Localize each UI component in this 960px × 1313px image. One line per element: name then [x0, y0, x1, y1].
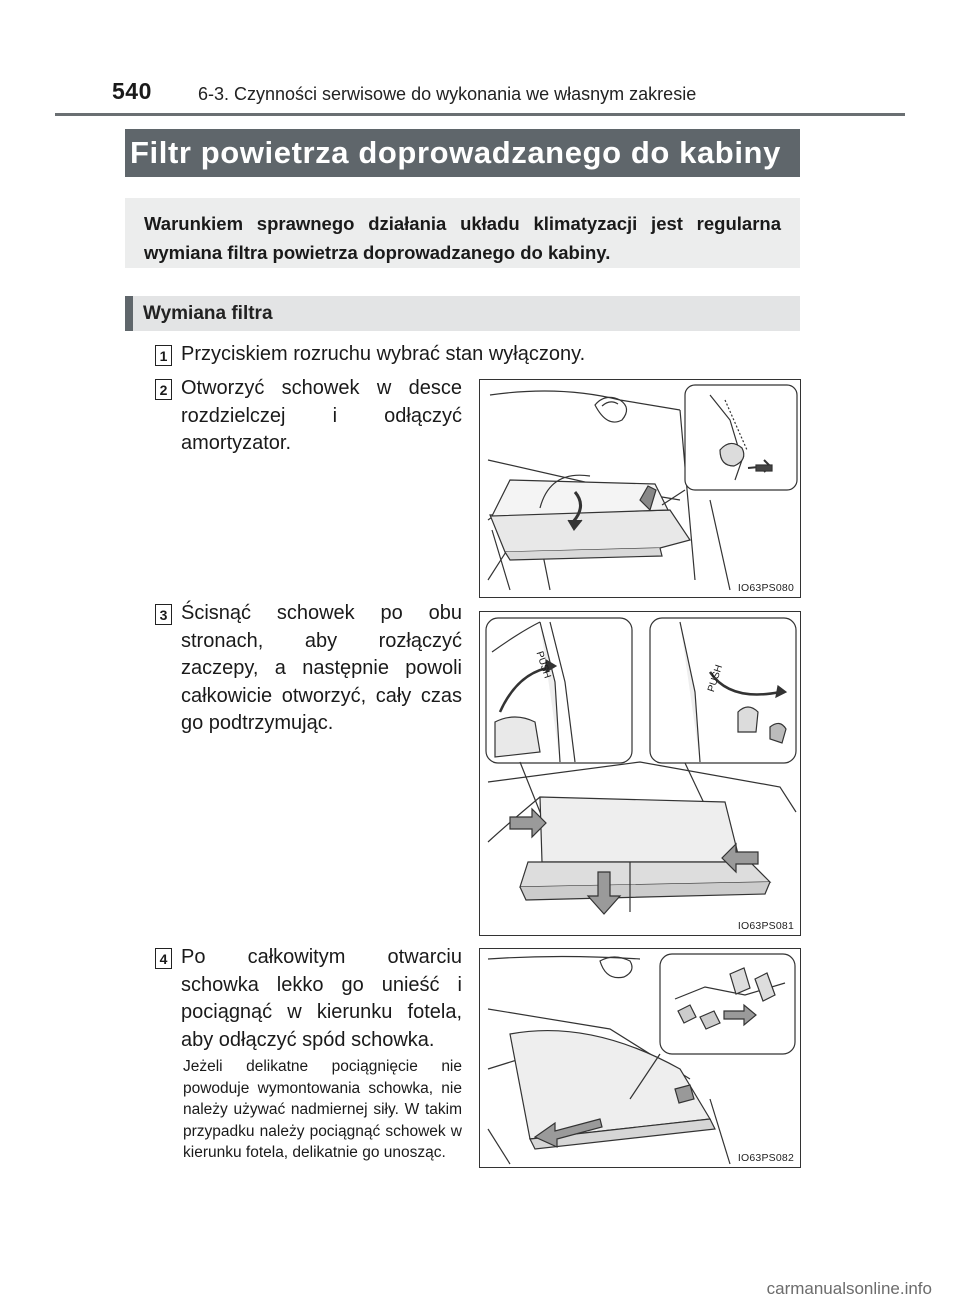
figure-glovebox-removal	[479, 948, 801, 1168]
step-2-text: Otworzyć schowek w desce rozdzielczej i odłączyć amortyzator.	[181, 377, 462, 454]
step-4-note: Jeżeli delikatne pociągnięcie nie powoduje wymontowania schowka, nie należy używać nadmiernej siły. W takim przypadku należy pociągnąć schowek w kierunku fotela, delikatnie go unosząc.	[183, 1058, 462, 1161]
step-4-text: Po całkowitym otwarciu schowka lekko go unieść i pociągnąć w kierunku fotela, aby odłączyć spód schowka.	[181, 946, 462, 1051]
step-1-text: Przyciskiem rozruchu wybrać stan wyłączony.	[181, 343, 586, 365]
step-number-1: 1	[155, 345, 172, 366]
push-label-left: PUSH	[533, 650, 553, 680]
intro-text: Warunkiem sprawnego działania układu klimatyzacji jest regularna wymiana filtra powietrza doprowadzanego do kabiny.	[144, 213, 781, 263]
figure-glovebox-removal-illustration	[480, 949, 801, 1168]
figure-glovebox-squeeze-illustration	[480, 612, 801, 936]
figure-glovebox-damper-illustration	[480, 380, 801, 598]
figure-glovebox-squeeze	[479, 611, 801, 936]
step-number-3: 3	[155, 604, 172, 625]
section-title-bar	[125, 129, 800, 177]
subsection-title: Wymiana filtra	[143, 302, 273, 324]
watermark: carmanualsonline.info	[766, 1279, 932, 1298]
figure-code: IO63PS081	[737, 920, 794, 932]
figure-code: IO63PS082	[737, 1152, 794, 1164]
figure-code: IO63PS080	[737, 582, 794, 594]
step-number-2: 2	[155, 379, 172, 400]
chapter-title: 6-3. Czynności serwisowe do wykonania we własnym zakresie	[198, 84, 697, 104]
subsection-bar	[125, 296, 800, 331]
intro-box	[125, 198, 800, 268]
header-rule	[55, 113, 905, 116]
page-number: 540	[112, 78, 152, 104]
step-3-text: Ścisnąć schowek po obu stronach, aby rozłączyć zaczepy, a następnie powoli całkowicie otworzyć, cały czas go podtrzymując.	[181, 602, 462, 734]
section-title: Filtr powietrza doprowadzanego do kabiny	[130, 135, 781, 170]
figure-glovebox-damper	[479, 379, 801, 598]
push-label-right: PUSH	[706, 663, 726, 694]
step-number-4: 4	[155, 948, 172, 969]
